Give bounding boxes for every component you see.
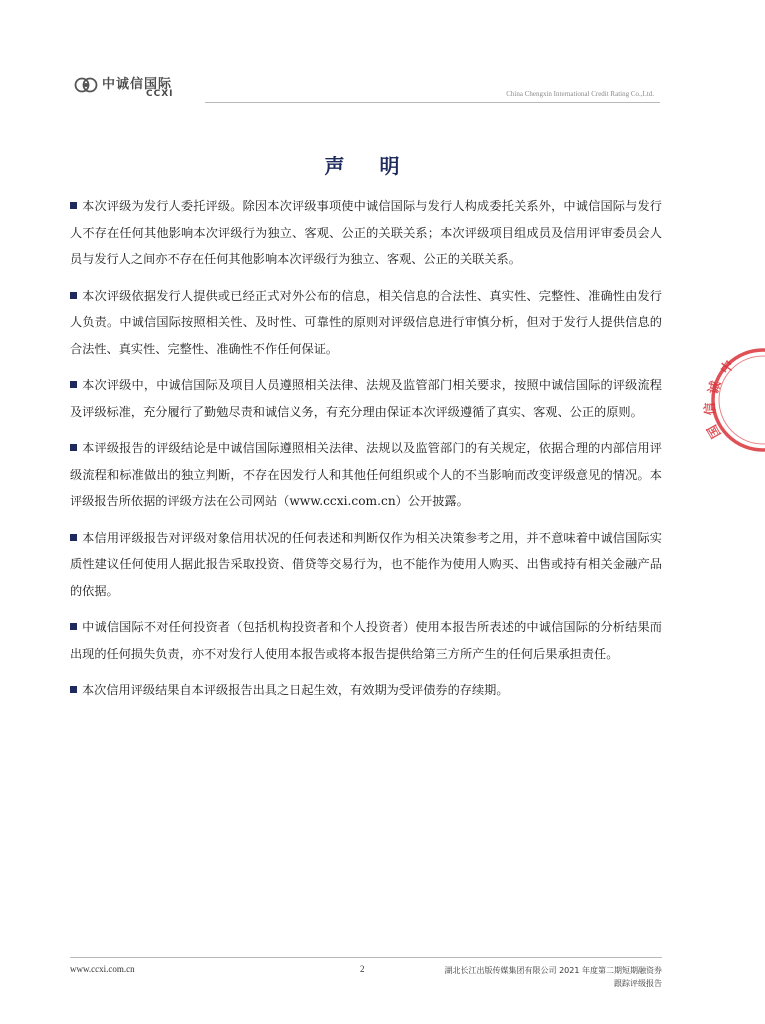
square-bullet-icon — [70, 444, 77, 451]
paragraph-text: 本评级报告的评级结论是中诚信国际遵照相关法律、法规以及监管部门的有关规定，依据合理的内部信用评级流程和标准做出的独立判断，不存在因发行人和其他任何组织或个人的不当影响而改变评级意见的情况。本评级报告所依据的评级方法在公司网站（www.ccxi.com.cn）公开披露。 — [70, 441, 662, 508]
declaration-paragraph-1 — [70, 193, 662, 273]
paragraph-text: 中诚信国际不对任何投资者（包括机构投资者和个人投资者）使用本报告所表述的中诚信国际的分析结果而出现的任何损失负责，亦不对发行人使用本报告或将本报告提供给第三方所产生的任何后果承担责任。 — [70, 620, 662, 661]
footer-website: www.ccxi.com.cn — [70, 964, 135, 974]
declaration-paragraph-5 — [70, 525, 662, 605]
svg-text:信: 信 — [702, 401, 719, 416]
header-divider — [205, 102, 660, 103]
svg-text:中: 中 — [717, 358, 738, 378]
paragraph-text: 本信用评级报告对评级对象信用状况的任何表述和判断仅作为相关决策参考之用，并不意味着中诚信国际实质性建议任何使用人据此报告采取投资、借贷等交易行为，也不能作为使用人购买、出售或持有相关金融产品的依据。 — [70, 530, 662, 598]
paragraph-text: 本次评级依据发行人提供或已经正式对外公布的信息，相关信息的合法性、真实性、完整性、准确性由发行人负责。中诚信国际按照相关性、及时性、可靠性的原则对评级信息进行审慎分析，但对于发行人提供信息的合法性、真实性、完整性、准确性不作任何保证。 — [70, 288, 662, 356]
company-english-name: China Chengxin International Credit Rating Co.,Ltd. — [506, 90, 654, 98]
svg-text:诚: 诚 — [706, 379, 725, 397]
footer-report-line-1: 湖北长江出版传媒集团有限公司 2021 年度第二期短期融资券 — [444, 966, 662, 975]
square-bullet-icon — [70, 623, 77, 630]
declaration-paragraph-7 — [70, 677, 662, 704]
declaration-paragraph-6 — [70, 614, 662, 667]
declaration-paragraph-3 — [70, 372, 662, 425]
paragraph-text: 本次评级为发行人委托评级。除因本次评级事项使中诚信国际与发行人构成委托关系外，中诚信国际与发行人不存在任何其他影响本次评级行为独立、客观、公正的关联关系；本次评级项目组成员及信用评审委员会人员与发行人之间亦不存在任何其他影响本次评级行为独立、客观、公正的关联关系。 — [70, 199, 662, 266]
page-footer — [70, 957, 662, 998]
page-number: 2 — [360, 964, 365, 974]
square-bullet-icon — [70, 292, 77, 299]
square-bullet-icon — [70, 686, 77, 693]
footer-report-line-2: 跟踪评级报告 — [614, 979, 662, 988]
declaration-paragraph-4 — [70, 435, 662, 515]
logo-english-name: CCXI — [146, 89, 174, 99]
declaration-body — [70, 193, 662, 714]
svg-text:国: 国 — [704, 421, 725, 441]
square-bullet-icon — [70, 202, 77, 209]
declaration-paragraph-2 — [70, 283, 662, 363]
paragraph-text: 本次信用评级结果自本评级报告出具之日起生效，有效期为受评债券的存续期。 — [82, 683, 509, 697]
logo-chinese-name: 中诚信国际 — [102, 77, 173, 92]
square-bullet-icon — [70, 534, 77, 541]
footer-report-title — [445, 964, 662, 990]
ccxi-logo-icon — [74, 74, 100, 96]
ccxi-logo — [70, 70, 200, 100]
page-title: 声 明 — [324, 154, 414, 178]
paragraph-text: 本次评级中，中诚信国际及项目人员遵照相关法律、法规及监管部门相关要求，按照中诚信国际的评级流程及评级标准，充分履行了勤勉尽责和诚信义务，有充分理由保证本次评级遵循了真实、客观、公正的原则。 — [70, 378, 662, 419]
page-header — [70, 70, 660, 104]
company-seal-stamp — [702, 345, 765, 455]
square-bullet-icon — [70, 381, 77, 388]
